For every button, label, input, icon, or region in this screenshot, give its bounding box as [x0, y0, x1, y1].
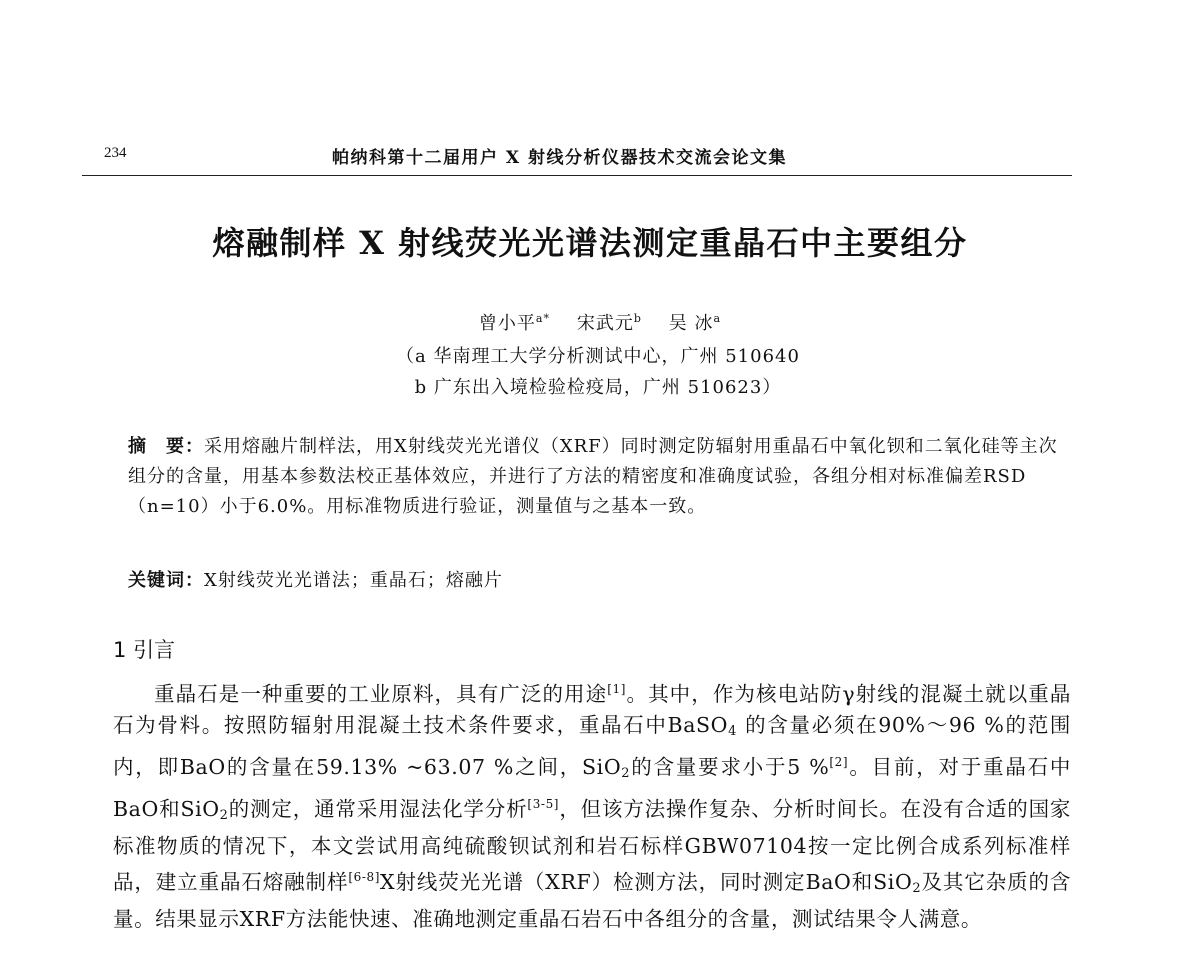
subscript: 4 [728, 724, 737, 739]
citation: [3-5] [527, 797, 560, 811]
author-mark: a [713, 312, 722, 325]
body-text: ，但该方法操作复杂、分析时间长。在没有合适的国家标准物质的情况下，本文尝试用高纯硫酸钡试剂和岩石标样GBW07104按一定比例合成系列标准样品，建立重晶石熔融制样 [113, 797, 1072, 894]
author-mark: a* [535, 312, 550, 325]
author-name: 宋武元 [576, 313, 634, 334]
body-text: 。目前，对于重晶石中BaO和SiO [113, 755, 1072, 821]
body-text: 。其中，作为核电站防γ射线的混凝土就以重晶石为骨料。按照防辐射用混凝土技术条件要求，重晶石中BaSO [113, 682, 1071, 737]
author-name: 曾小平 [478, 313, 536, 334]
keywords [128, 566, 1058, 592]
citation: [6-8] [348, 870, 381, 884]
body-text: X射线荧光光谱（XRF）检测方法，同时测定BaO和SiO [380, 870, 913, 894]
header-rule [82, 175, 1072, 176]
citation: [2] [829, 755, 849, 769]
affiliation-a: （a 华南理工大学分析测试中心，广州 510640 [396, 346, 800, 367]
body-text: 重晶石是一种重要的工业原料，具有广泛的用途 [154, 682, 608, 706]
body-text: 的测定，通常采用湿法化学分析 [228, 797, 528, 821]
subscript: 2 [219, 808, 229, 823]
subscript: 2 [912, 881, 922, 896]
body-text: 的含量必须在90%～96 %的范围内，即BaO的含量在59.13% ~63.07 %之间，SiO [113, 713, 1071, 779]
body-text: 的含量要求小于5 % [630, 755, 830, 779]
section-number: 1 [113, 638, 127, 662]
citation: [1] [607, 682, 627, 696]
subscript: 2 [621, 766, 631, 781]
author-name: 吴 冰 [668, 313, 714, 334]
body-text: 及其它杂质的含量。结果显示XRF方法能快速、准确地测定重晶石岩石中各组分的含量，测试结果令人满意。 [113, 870, 1071, 931]
abstract-label: 摘 要： [128, 436, 204, 457]
author-line [0, 309, 1200, 335]
abstract [128, 432, 1058, 522]
abstract-text: 采用熔融片制样法，用X射线荧光光谱仪（XRF）同时测定防辐射用重晶石中氧化钡和二氧化硅等主次组分的含量，用基本参数法校正基体效应，并进行了方法的精密度和准确度试验，各组分相对标准偏差RSD（n=10）小于6.0%。用标准物质进行验证，测量值与之基本一致。 [128, 436, 1058, 517]
keywords-label: 关键词： [128, 570, 204, 591]
journal-title: 帕纳科第十二届用户 X 射线分析仪器技术交流会论文集 [332, 148, 788, 168]
paper-title: 熔融制样 X 射线荧光光谱法测定重晶石中主要组分 [212, 224, 968, 262]
introduction-paragraph [113, 674, 1071, 935]
section-heading [113, 634, 175, 664]
author-mark: b [633, 312, 642, 325]
page-number: 234 [104, 145, 127, 161]
affiliation-b: b 广东出入境检验检疫局，广州 510623） [414, 377, 782, 398]
running-head [82, 143, 1072, 169]
keywords-text: X射线荧光光谱法；重晶石；熔融片 [204, 570, 503, 591]
section-title: 引言 [133, 638, 176, 662]
